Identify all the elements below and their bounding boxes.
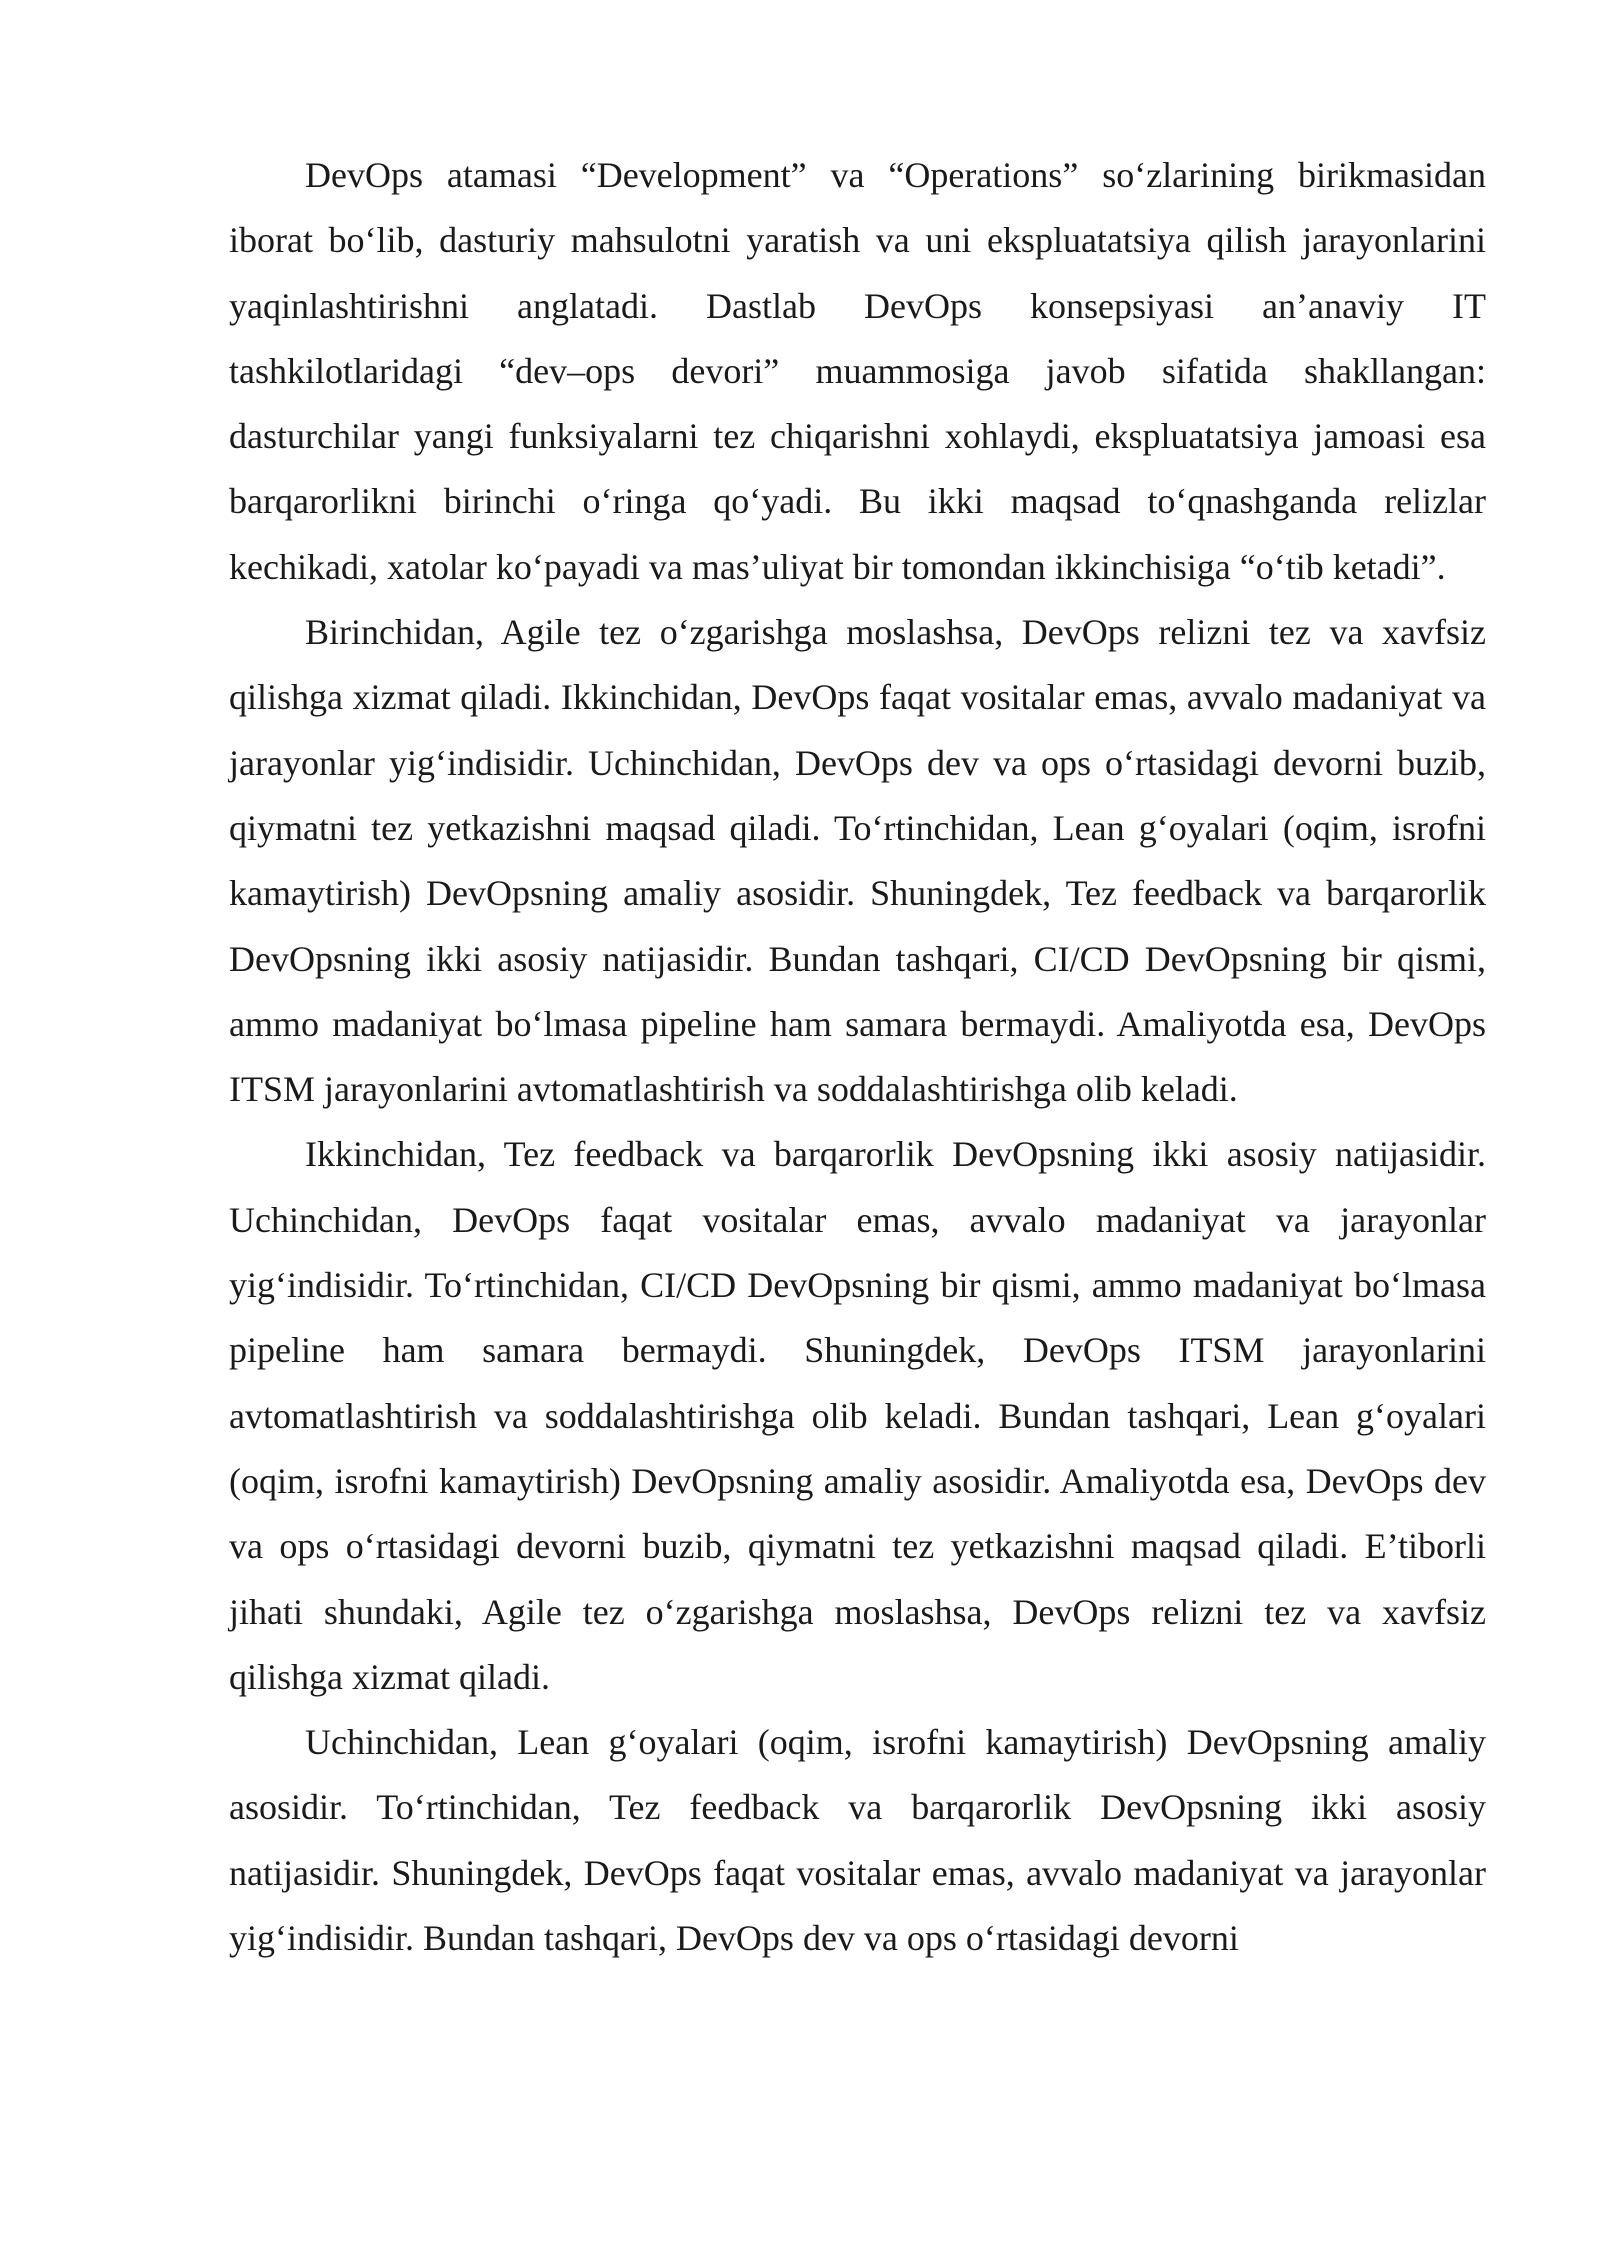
document-body — [229, 143, 1486, 1971]
paragraph-3: Ikkinchidan, Tez feedback va barqarorlik DevOpsning ikki asosiy natijasidir. Uchinchidan, DevOps faqat vositalar emas, avvalo madaniyat va jarayonlar yig‘indisidir. To‘rtinchidan, CI/CD DevOpsning bir qismi, ammo madaniyat bo‘lmasa pipeline ham samara bermaydi. Shuningdek, DevOps ITSM jarayonlarini avtomatlashtirish va soddalashtirishga olib keladi. Bundan tashqari, Lean g‘oyalari (oqim, isrofni kamaytirish) DevOpsning amaliy asosidir. Amaliyotda esa, DevOps dev va ops o‘rtasidagi devorni buzib, qiymatni tez yetkazishni maqsad qiladi. E’tiborli jihati shundaki, Agile tez o‘zgarishga moslashsa, DevOps relizni tez va xavfsiz qilishga xizmat qiladi. — [229, 1134, 1486, 1697]
paragraph-2: Birinchidan, Agile tez o‘zgarishga moslashsa, DevOps relizni tez va xavfsiz qilishga xizmat qiladi. Ikkinchidan, DevOps faqat vositalar emas, avvalo madaniyat va jarayonlar yig‘indisidir. Uchinchidan, DevOps dev va ops o‘rtasidagi devorni buzib, qiymatni tez yetkazishni maqsad qiladi. To‘rtinchidan, Lean g‘oyalari (oqim, isrofni kamaytirish) DevOpsning amaliy asosidir. Shuningdek, Tez feedback va barqarorlik DevOpsning ikki asosiy natijasidir. Bundan tashqari, CI/CD DevOpsning bir qismi, ammo madaniyat bo‘lmasa pipeline ham samara bermaydi. Amaliyotda esa, DevOps ITSM jarayonlarini avtomatlashtirish va soddalashtirishga olib keladi. — [229, 612, 1486, 1110]
paragraph-1: DevOps atamasi “Development” va “Operations” so‘zlarining birikmasidan iborat bo‘lib, dasturiy mahsulotni yaratish va uni ekspluatatsiya qilish jarayonlarini yaqinlashtirishni anglatadi. Dastlab DevOps konsepsiyasi an’anaviy IT tashkilotlaridagi “dev–ops devori” muammosiga javob sifatida shakllangan: dasturchilar yangi funksiyalarni tez chiqarishni xohlaydi, ekspluatatsiya jamoasi esa barqarorlikni birinchi o‘ringa qo‘yadi. Bu ikki maqsad to‘qnashganda relizlar kechikadi, xatolar ko‘payadi va mas’uliyat bir tomondan ikkinchisiga “o‘tib ketadi”. — [229, 155, 1486, 587]
paragraph-4: Uchinchidan, Lean g‘oyalari (oqim, isrofni kamaytirish) DevOpsning amaliy asosidir. To‘rtinchidan, Tez feedback va barqarorlik DevOpsning ikki asosiy natijasidir. Shuningdek, DevOps faqat vositalar emas, avvalo madaniyat va jarayonlar yig‘indisidir. Bundan tashqari, DevOps dev va ops o‘rtasidagi devorni — [229, 1722, 1486, 1959]
